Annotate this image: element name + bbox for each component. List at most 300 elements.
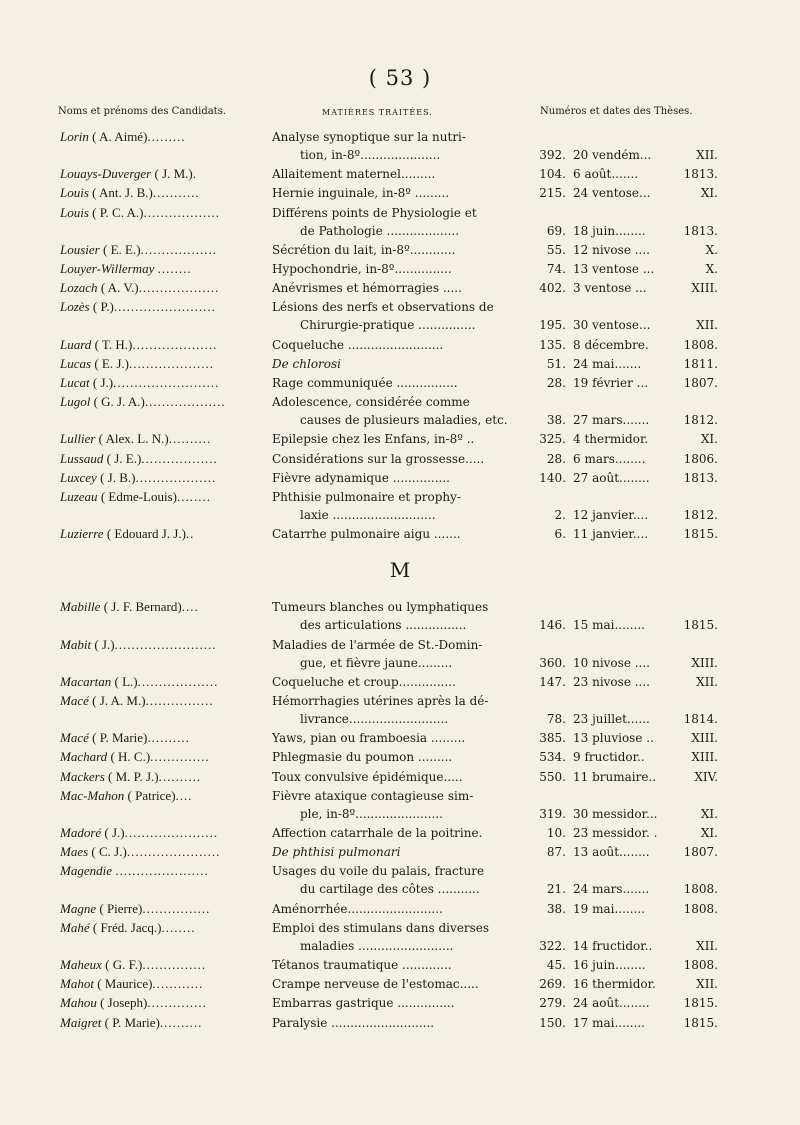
date-year: 1814. (683, 712, 718, 726)
candidate-name (60, 1014, 265, 1032)
subject-line: Hypochondrie, in-8º............... (272, 262, 452, 276)
date-day-month: 17 mai........ (573, 1015, 645, 1030)
thesis-subject (272, 336, 524, 354)
table-row (0, 204, 800, 240)
thesis-date (573, 506, 718, 524)
table-row (0, 279, 800, 297)
thesis-date (573, 768, 718, 786)
candidate-surname: Luzeau (60, 489, 98, 504)
thesis-subject (272, 843, 524, 861)
thesis-number: 195. (539, 318, 566, 333)
thesis-date (573, 469, 718, 487)
date-day-month: 24 août........ (573, 996, 650, 1011)
thesis-number: 38. (546, 901, 566, 916)
candidate-surname: Mahé (60, 919, 90, 935)
thesis-date (573, 843, 718, 861)
candidate-name (60, 128, 265, 146)
thesis-date (573, 1014, 718, 1032)
subject-line-continued: Chirurgie-pratique ............... (300, 318, 476, 333)
subject-line-continued: maladies ......................... (300, 938, 454, 953)
thesis-subject (272, 374, 524, 392)
subject-line-continued: laxie ........................... (300, 508, 436, 522)
thesis-number: 2. (554, 508, 566, 522)
thesis-subject (272, 393, 524, 429)
thesis-number: 104. (539, 167, 566, 182)
date-day-month: 4 thermidor. (573, 432, 649, 447)
thesis-subject (272, 824, 524, 842)
candidate-given-name: ( J.) (94, 636, 115, 652)
candidate-given-name: ( Joseph) (100, 995, 148, 1011)
subject-line: Catarrhe pulmonaire aigu ....... (272, 527, 461, 542)
candidate-given-name: ( J.) (92, 375, 114, 390)
table-row (0, 748, 800, 766)
candidate-given-name: ( P. Marie) (104, 1014, 160, 1030)
candidate-given-name: ( J. E.) (106, 450, 142, 466)
candidate-name (60, 298, 265, 316)
subject-line: Affection catarrhale de la poitrine. (272, 826, 483, 840)
date-day-month: 12 janvier.... (573, 508, 649, 522)
table-row (0, 525, 800, 543)
thesis-number: 392. (539, 148, 566, 162)
table-row (0, 241, 800, 259)
thesis-subject (272, 241, 524, 259)
thesis-subject (272, 900, 524, 918)
candidate-surname: Lucat (60, 375, 90, 390)
subject-line: Allaitement maternel......... (272, 167, 436, 182)
thesis-date (573, 146, 718, 164)
candidate-name (60, 748, 265, 766)
candidate-given-name: ( A. Aimé) (92, 129, 148, 144)
candidate-given-name: ( J. M.) (154, 166, 193, 182)
subject-line-continued: livrance.......................... (300, 712, 449, 726)
thesis-subject (272, 260, 524, 278)
table-row (0, 374, 800, 392)
candidate-surname: Luzierre (60, 526, 104, 542)
leader-dots: ................... (135, 469, 217, 485)
leader-dots: .................... (128, 355, 214, 371)
thesis-number: 87. (546, 845, 566, 860)
date-year: 1808. (683, 901, 718, 916)
thesis-number: 51. (546, 356, 566, 371)
subject-line: Hémorrhagies utérines après la dé- (272, 694, 489, 708)
candidate-given-name: ( J.) (104, 825, 125, 840)
candidate-given-name: ( Pierre) (99, 900, 143, 916)
candidate-given-name: ( E. E.) (102, 241, 141, 257)
candidate-surname: Mac-Mahon (60, 787, 125, 803)
table-row (0, 994, 800, 1012)
candidate-surname: Mahou (60, 995, 97, 1011)
leader-dots: .................. (140, 241, 218, 257)
thesis-subject (272, 975, 524, 993)
candidate-surname: Macé (60, 693, 89, 708)
subject-line: Toux convulsive épidémique..... (272, 769, 463, 784)
candidate-name (60, 729, 265, 747)
date-day-month: 20 vendém... (573, 148, 652, 162)
date-day-month: 11 brumaire.. (573, 769, 657, 784)
candidate-given-name: ( Alex. L. N.) (98, 431, 169, 447)
candidate-surname: Lozach (60, 280, 98, 296)
date-day-month: 12 nivose .... (573, 242, 650, 257)
thesis-number: 28. (546, 376, 566, 390)
subject-line-continued: causes de plusieurs maladies, etc. (300, 413, 508, 428)
header-names: Noms et prénoms des Candidats. (58, 106, 227, 117)
thesis-date (573, 430, 718, 448)
subject-line: Phthisie pulmonaire et prophy- (272, 490, 461, 504)
thesis-date (573, 450, 718, 468)
subject-line: Yaws, pian ou framboesia ......... (272, 731, 466, 746)
table-row (0, 298, 800, 334)
candidate-surname: Maigret (60, 1014, 102, 1030)
candidate-surname: Lugol (60, 394, 91, 410)
leader-dots: ........ (157, 261, 192, 276)
thesis-subject (272, 298, 524, 334)
thesis-number: 21. (546, 882, 566, 897)
thesis-subject (272, 748, 524, 766)
candidate-given-name: ( A. V.) (100, 280, 139, 296)
candidate-given-name: ( Edme-Louis) (100, 489, 177, 504)
leader-dots: .................. (143, 204, 220, 220)
thesis-number: 10. (546, 826, 566, 840)
date-day-month: 19 février ... (573, 376, 649, 390)
thesis-number: 140. (539, 470, 566, 485)
candidate-surname: Mackers (60, 768, 105, 784)
thesis-number: 74. (546, 262, 566, 276)
thesis-number: 319. (539, 806, 566, 821)
date-year: XI. (700, 826, 718, 840)
candidate-name (60, 393, 265, 411)
leader-dots: .................. (141, 450, 218, 466)
date-day-month: 8 décembre. (573, 337, 649, 352)
thesis-number: 28. (546, 451, 566, 466)
thesis-number: 402. (539, 281, 566, 296)
date-year: 1807. (683, 845, 718, 860)
candidate-given-name: ( E. J.) (94, 355, 129, 371)
thesis-date (573, 260, 718, 278)
thesis-subject (272, 673, 524, 691)
candidate-name (60, 355, 265, 373)
table-row (0, 768, 800, 786)
thesis-subject (272, 279, 524, 297)
date-day-month: 11 janvier.... (573, 527, 649, 542)
date-year: 1815. (683, 996, 718, 1011)
date-day-month: 13 août........ (573, 845, 650, 860)
candidate-surname: Louyer-Willermay (60, 261, 155, 276)
candidate-surname: Luxcey (60, 469, 97, 485)
date-day-month: 14 fructidor.. (573, 938, 653, 953)
page-number: ( 53 ) (368, 66, 432, 90)
candidate-surname: Mabille (60, 599, 101, 615)
candidate-surname: Madoré (60, 825, 102, 840)
date-day-month: 24 mai....... (573, 356, 642, 371)
leader-dots: ................ (145, 693, 214, 708)
thesis-number: 322. (539, 938, 566, 953)
leader-dots: .............. (147, 995, 207, 1011)
table-row (0, 975, 800, 993)
thesis-subject (272, 636, 524, 672)
thesis-date (573, 805, 718, 823)
table-row (0, 393, 800, 429)
date-day-month: 16 thermidor. (573, 977, 656, 992)
date-day-month: 23 messidor. . (573, 826, 658, 840)
thesis-subject (272, 956, 524, 974)
subject-line: Aménorrhée......................... (272, 901, 443, 916)
candidate-name (60, 430, 265, 448)
candidate-name (60, 843, 265, 861)
subject-line: Phlegmasie du poumon ......... (272, 750, 453, 765)
thesis-date (573, 880, 718, 898)
leader-dots: .............. (150, 749, 210, 765)
table-row (0, 355, 800, 373)
subject-line: Anévrismes et hémorragies ..... (272, 281, 462, 296)
leader-dots: ............... (142, 957, 207, 972)
leader-dots: .. (185, 526, 195, 542)
table-row (0, 430, 800, 448)
leader-dots: ...................... (124, 825, 219, 840)
thesis-number: 6. (554, 527, 566, 542)
date-year: 1815. (683, 1015, 718, 1030)
table-row (0, 128, 800, 164)
thesis-number: 45. (546, 958, 566, 972)
candidate-name (60, 165, 265, 183)
candidate-given-name: ( C. J.) (91, 844, 127, 860)
thesis-date (573, 710, 718, 728)
date-year: XI. (700, 186, 718, 201)
thesis-number: 78. (546, 712, 566, 726)
candidate-surname: Louis (60, 185, 89, 201)
candidate-surname: Maes (60, 844, 89, 860)
thesis-subject (272, 450, 524, 468)
thesis-subject (272, 729, 524, 747)
candidate-given-name: ( Fréd. Jacq.) (92, 919, 162, 935)
thesis-date (573, 994, 718, 1012)
date-year: 1813. (683, 223, 718, 238)
date-day-month: 24 ventose... (573, 186, 651, 201)
subject-line-continued: du cartilage des côtes ........... (300, 882, 480, 897)
subject-line-continued: de Pathologie ................... (300, 223, 460, 238)
candidate-surname: Lousier (60, 241, 100, 257)
candidate-surname: Louays-Duverger (60, 166, 152, 182)
subject-line: Tétanos traumatique ............. (272, 958, 452, 972)
table-row (0, 729, 800, 747)
table-row (0, 336, 800, 354)
subject-line: Adolescence, considérée comme (272, 395, 470, 410)
thesis-date (573, 355, 718, 373)
subject-line-continued: tion, in-8º..................... (300, 148, 441, 162)
candidate-name (60, 956, 265, 974)
candidate-surname: Luard (60, 336, 92, 352)
table-row (0, 673, 800, 691)
thesis-subject (272, 525, 524, 543)
subject-line: Epilepsie chez les Enfans, in-8º .. (272, 432, 475, 447)
date-year: XII. (696, 318, 718, 333)
thesis-number: 279. (539, 996, 566, 1011)
subject-line-continued: gue, et fièvre jaune......... (300, 655, 453, 670)
candidate-surname: Lullier (60, 431, 96, 447)
candidate-surname: Mabit (60, 636, 92, 652)
leader-dots: .................... (132, 336, 218, 352)
candidate-surname: Magendie (60, 863, 112, 879)
leader-dots: .......... (159, 1014, 203, 1030)
leader-dots: ...................... (126, 844, 221, 860)
candidate-name (60, 374, 265, 392)
date-day-month: 10 nivose .... (573, 655, 650, 670)
subject-line: Emploi des stimulans dans diverses (272, 920, 490, 935)
thesis-number: 69. (546, 223, 566, 238)
date-day-month: 3 ventose ... (573, 281, 647, 296)
candidate-given-name: ( J. B.) (100, 469, 136, 485)
candidate-surname: Lucas (60, 355, 92, 371)
thesis-date (573, 411, 718, 429)
leader-dots: ...................... (115, 863, 209, 879)
leader-dots: .......... (147, 730, 190, 746)
date-year: 1808. (683, 958, 718, 972)
thesis-date (573, 336, 718, 354)
candidate-surname: Lorin (60, 129, 89, 144)
candidate-given-name: ( G. F.) (105, 957, 143, 972)
leader-dots: .......... (158, 768, 202, 784)
leader-dots: ........... (152, 185, 200, 201)
date-day-month: 13 pluviose .. (573, 731, 654, 746)
date-year: XIII. (691, 281, 718, 296)
candidate-given-name: ( Ant. J. B.) (92, 185, 153, 201)
thesis-date (573, 900, 718, 918)
thesis-subject (272, 128, 524, 164)
thesis-number: 385. (539, 731, 566, 746)
candidate-name (60, 184, 265, 202)
subject-line: Considérations sur la grossesse..... (272, 451, 485, 466)
thesis-number: 146. (539, 618, 566, 633)
thesis-date (573, 374, 718, 392)
date-year: 1813. (683, 167, 718, 182)
candidate-given-name: ( M. P. J.) (108, 768, 159, 784)
table-row (0, 450, 800, 468)
table-row (0, 260, 800, 278)
table-row (0, 843, 800, 861)
candidate-given-name: ( G. J. A.) (93, 394, 145, 410)
subject-line: Coqueluche ......................... (272, 337, 444, 352)
candidate-surname: Machard (60, 749, 108, 765)
candidate-surname: Maheux (60, 957, 102, 972)
table-row (0, 824, 800, 842)
leader-dots: ............ (152, 976, 204, 992)
thesis-subject (272, 430, 524, 448)
date-year: XII. (696, 674, 718, 689)
subject-line: Sécrétion du lait, in-8º............ (272, 242, 456, 257)
thesis-number: 550. (539, 769, 566, 784)
date-year: 1808. (683, 337, 718, 352)
thesis-subject (272, 355, 524, 373)
candidate-given-name: ( J. F. Bernard) (103, 599, 182, 615)
candidate-name (60, 204, 265, 222)
date-year: X. (705, 242, 718, 257)
date-day-month: 9 fructidor.. (573, 750, 645, 765)
subject-line: Usages du voile du palais, fracture (272, 864, 485, 879)
table-row (0, 1014, 800, 1032)
subject-line-continued: des articulations ................ (300, 618, 467, 633)
candidate-surname: Macé (60, 730, 89, 746)
thesis-subject (272, 469, 524, 487)
subject-line: Rage communiquée ................ (272, 376, 458, 390)
date-day-month: 13 ventose ... (573, 262, 655, 276)
thesis-number: 55. (546, 242, 566, 257)
table-row (0, 184, 800, 202)
subject-line: Lésions des nerfs et observations de (272, 300, 494, 315)
table-row (0, 787, 800, 823)
subject-line: Tumeurs blanches ou lymphatiques (272, 600, 489, 615)
thesis-subject (272, 165, 524, 183)
section-letter: M (389, 558, 411, 583)
candidate-name (60, 692, 265, 710)
candidate-name (60, 787, 265, 805)
subject-line: Analyse synoptique sur la nutri- (272, 130, 466, 144)
date-year: 1806. (683, 451, 718, 466)
subject-line: De phthisi pulmonari (272, 845, 401, 860)
table-row (0, 165, 800, 183)
leader-dots: ................... (138, 280, 220, 296)
thesis-date (573, 956, 718, 974)
table-row (0, 900, 800, 918)
thesis-date (573, 525, 718, 543)
date-year: 1815. (683, 618, 718, 633)
date-year: 1808. (683, 882, 718, 897)
date-year: 1807. (683, 376, 718, 390)
thesis-number: 360. (539, 655, 566, 670)
subject-line-continued: ple, in-8º....................... (300, 806, 443, 821)
date-day-month: 27 mars....... (573, 413, 650, 428)
date-day-month: 30 messidor... (573, 806, 658, 821)
candidate-name (60, 525, 265, 543)
thesis-date (573, 729, 718, 747)
candidate-name (60, 488, 265, 506)
subject-line: De chlorosi (272, 356, 342, 371)
thesis-date (573, 937, 718, 955)
subject-line: Embarras gastrique ............... (272, 996, 455, 1011)
date-year: XII. (696, 977, 718, 992)
date-year: 1812. (683, 508, 718, 522)
thesis-subject (272, 184, 524, 202)
date-day-month: 30 ventose... (573, 318, 651, 333)
thesis-subject (272, 598, 524, 634)
candidate-surname: Magne (60, 900, 97, 916)
header-numbers-dates: Numéros et dates des Thèses. (540, 106, 693, 117)
thesis-subject (272, 787, 524, 823)
thesis-number: 325. (539, 432, 566, 447)
date-day-month: 6 mars........ (573, 451, 646, 466)
leader-dots: ........................ (114, 636, 217, 652)
candidate-name (60, 673, 265, 691)
candidate-name (60, 260, 265, 278)
thesis-number: 150. (539, 1015, 566, 1030)
date-day-month: 23 juillet...... (573, 712, 650, 726)
date-year: XI. (700, 806, 718, 821)
candidate-given-name: ( J. A. M.) (92, 693, 146, 708)
thesis-subject (272, 994, 524, 1012)
table-row (0, 919, 800, 955)
candidate-name (60, 768, 265, 786)
date-day-month: 16 juin........ (573, 958, 646, 972)
date-day-month: 6 août....... (573, 167, 639, 182)
candidate-given-name: ( P. Marie) (92, 730, 148, 746)
candidate-name (60, 336, 265, 354)
candidate-surname: Louis (60, 204, 89, 220)
thesis-subject (272, 692, 524, 728)
leader-dots: ......... (147, 129, 186, 144)
thesis-subject (272, 862, 524, 898)
candidate-given-name: ( Maurice) (97, 976, 153, 992)
subject-line: Différens points de Physiologie et (272, 205, 477, 220)
thesis-subject (272, 204, 524, 240)
table-row (0, 598, 800, 634)
